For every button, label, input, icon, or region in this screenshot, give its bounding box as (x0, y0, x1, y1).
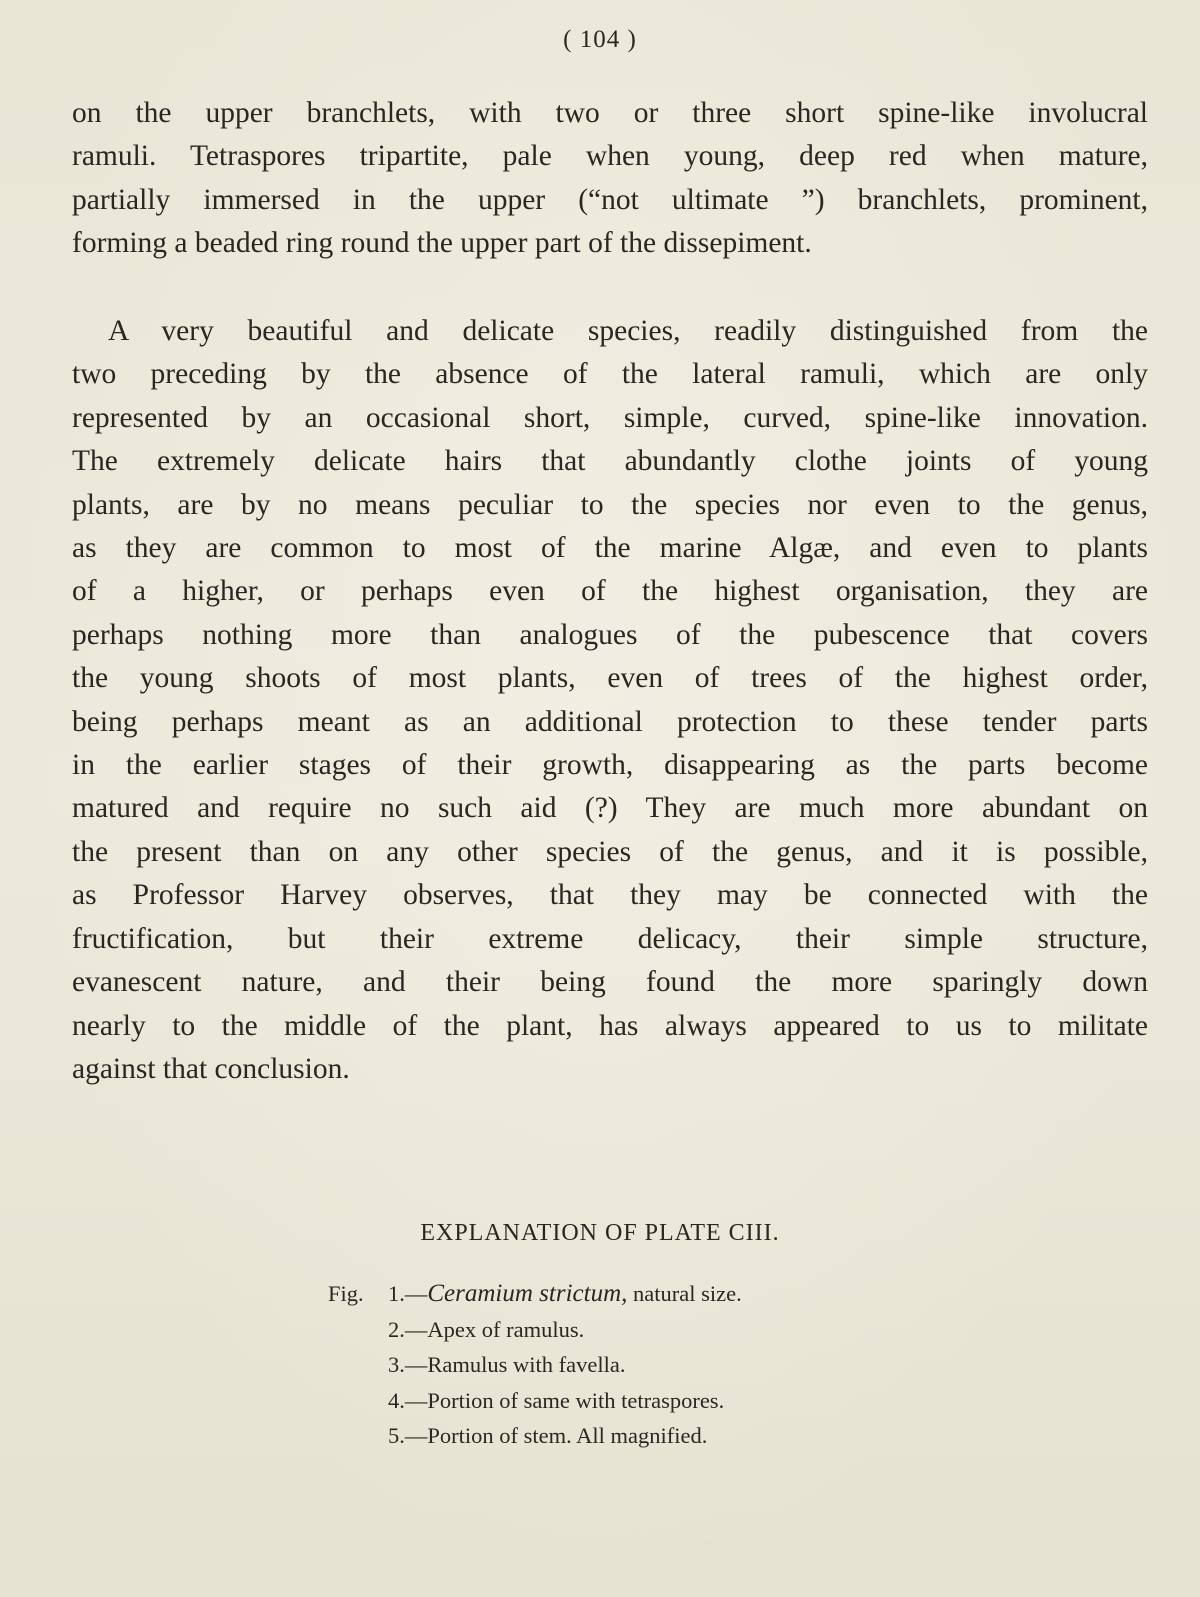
figure-item (328, 1383, 928, 1419)
text-line: nearly to the middle of the plant, has always appeared to us to militate (72, 1009, 1148, 1042)
text-line: fructification, but their extreme delicacy, their simple structure, (72, 922, 1148, 955)
figure-caption: Portion of stem. All magnified. (427, 1423, 708, 1448)
figure-number: 4.— (388, 1387, 428, 1413)
figure-item (328, 1312, 928, 1348)
figure-caption: Apex of ramulus. (427, 1316, 585, 1342)
text-line: plants, are by no means peculiar to the species nor even to the genus, (72, 488, 1148, 521)
text-line: the young shoots of most plants, even of trees of the highest order, (72, 662, 1148, 695)
text-line: A very beautiful and delicate species, readily distinguished from the (108, 315, 1148, 347)
figure-item (328, 1418, 928, 1454)
text-line: two preceding by the absence of the lateral ramuli, which are only (72, 358, 1148, 391)
text-line: in the earlier stages of their growth, disappearing as the parts become (72, 749, 1148, 782)
text-line: as Professor Harvey observes, that they may be connected with the (72, 879, 1148, 912)
paragraph-species-remarks (72, 310, 1148, 1091)
text-line: of a higher, or perhaps even of the highest organisation, they are (72, 575, 1148, 608)
text-line: The extremely delicate hairs that abundantly clothe joints of young (72, 445, 1148, 478)
text-line: against that conclusion. (72, 1052, 350, 1085)
fig-label: Fig. (328, 1281, 364, 1306)
figure-item (328, 1276, 928, 1312)
figure-caption: Portion of same with tetraspores. (427, 1387, 725, 1413)
paragraph-description-continued (72, 92, 1148, 266)
figure-caption: natural size. (627, 1281, 742, 1306)
figure-item (328, 1347, 928, 1383)
figure-number: 3.— (388, 1352, 428, 1377)
page-number: ( 104 ) (563, 26, 637, 53)
figure-number: 1.— (388, 1281, 428, 1306)
text-line: on the upper branchlets, with two or three short spine-like involucral (72, 97, 1148, 129)
text-line: forming a beaded ring round the upper part of the dissepiment. (72, 227, 812, 260)
text-line: being perhaps meant as an additional protection to these tender parts (72, 705, 1148, 738)
text-line: evanescent nature, and their being found the more sparingly down (72, 966, 1148, 999)
text-line: matured and require no such aid (?) They are much more abundant on (72, 792, 1148, 825)
figure-number: 5.— (388, 1423, 428, 1448)
text-line: the present than on any other species of the genus, and it is possible, (72, 835, 1148, 868)
text-line: as they are common to most of the marine Algæ, and even to plants (72, 532, 1148, 565)
species-name: Ceramium strictum, (427, 1280, 628, 1307)
plate-explanation-heading: EXPLANATION OF PLATE CIII. (420, 1220, 780, 1246)
figure-caption: Ramulus with favella. (427, 1352, 626, 1377)
text-line: represented by an occasional short, simple, curved, spine-like innovation. (72, 401, 1148, 434)
figure-number: 2.— (388, 1316, 428, 1342)
text-line: perhaps nothing more than analogues of the pubescence that covers (72, 618, 1148, 651)
text-line: partially immersed in the upper (“not ultimate ”) branchlets, prominent, (72, 183, 1148, 216)
figure-list (328, 1276, 928, 1454)
text-line: ramuli. Tetraspores tripartite, pale when young, deep red when mature, (72, 140, 1148, 173)
